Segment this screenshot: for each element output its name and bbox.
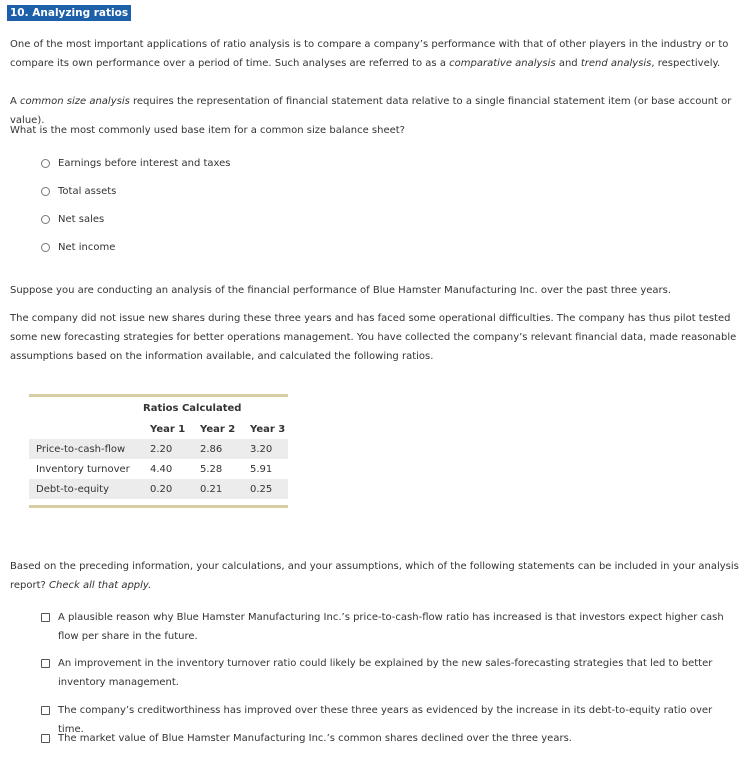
option-ebit[interactable] xyxy=(41,156,231,170)
table-caption: Ratios Calculated xyxy=(143,402,242,414)
cell-value: 0.25 xyxy=(250,479,288,499)
header-year-3: Year 3 xyxy=(250,423,286,435)
check-label-3: The company’s creditworthiness has improved over these three years as evidenced by the increase in its debt-to-equity ratio over time. xyxy=(58,705,713,735)
cell-value: 0.21 xyxy=(200,479,250,499)
row-label: Price-to-cash-flow xyxy=(29,439,150,459)
header-blank xyxy=(29,419,150,439)
question-2 xyxy=(10,557,745,595)
cell-value: 2.86 xyxy=(200,439,250,459)
radio-button[interactable] xyxy=(41,187,50,196)
intro-paragraph xyxy=(10,35,745,73)
term-comparative-analysis: comparative analysis xyxy=(449,58,556,69)
table-row xyxy=(29,439,288,459)
option-label: Total assets xyxy=(58,185,117,197)
table-row xyxy=(29,479,288,499)
checkbox-creditworthiness[interactable] xyxy=(41,706,50,715)
radio-button[interactable] xyxy=(41,243,50,252)
common-size-text-1: A xyxy=(10,96,21,107)
option-net-income[interactable] xyxy=(41,240,115,254)
cell-value: 5.28 xyxy=(200,463,223,475)
header-year-1: Year 1 xyxy=(150,423,186,435)
check-label-1: A plausible reason why Blue Hamster Manufacturing Inc.’s price-to-cash-flow ratio has increased is that investors expect higher cash flow per share in the future. xyxy=(58,612,724,642)
scenario-paragraph-2: The company did not issue new shares during these three years and has faced some operational difficulties. The company has thus pilot tested some new forecasting strategies for better operations management. You have collected the company’s relevant financial data, made reasonable assumptions based on the information available, and calculated the following ratios. xyxy=(10,313,737,362)
question-2-text: Based on the preceding information, your calculations, and your assumptions, which of the following statements can be included in your analysis report? xyxy=(10,561,739,591)
checkbox-inventory-turnover[interactable] xyxy=(41,659,50,668)
radio-button[interactable] xyxy=(41,215,50,224)
cell-value: 2.20 xyxy=(150,439,200,459)
option-label: Earnings before interest and taxes xyxy=(58,157,231,169)
table-row xyxy=(29,459,288,479)
option-label: Net sales xyxy=(58,213,105,225)
checkbox-market-value[interactable] xyxy=(41,734,50,743)
option-label: Net income xyxy=(58,241,116,253)
table-bottom-rule xyxy=(29,505,288,508)
term-common-size-analysis: common size analysis xyxy=(20,96,130,107)
header-year-2: Year 2 xyxy=(200,423,236,435)
option-net-sales[interactable] xyxy=(41,212,104,226)
cell-value: 5.91 xyxy=(250,463,273,475)
intro-text-3: , respectively. xyxy=(651,58,721,69)
question-2-hint: Check all that apply. xyxy=(49,580,152,591)
radio-button[interactable] xyxy=(41,159,50,168)
section-title: 10. Analyzing ratios xyxy=(7,5,131,21)
check-label-2: An improvement in the inventory turnover ratio could likely be explained by the new sales-forecasting strategies that led to better inventory management. xyxy=(58,658,713,688)
check-label-4: The market value of Blue Hamster Manufacturing Inc.’s common shares declined over the three years. xyxy=(58,733,572,744)
intro-text-1: One of the most important applications of ratio analysis is to compare a company’s performance with that of other players in the industry or to compare its own performance over a period of time. Such analyses are referred to as a xyxy=(10,39,729,69)
common-size-text-2: requires the representation of financial statement data relative to a single financial statement item (or base account or value). xyxy=(10,96,732,126)
row-label: Inventory turnover xyxy=(36,463,130,475)
question-1: What is the most commonly used base item for a common size balance sheet? xyxy=(10,125,405,136)
row-label: Debt-to-equity xyxy=(29,479,150,499)
scenario-paragraph-1: Suppose you are conducting an analysis of the financial performance of Blue Hamster Manufacturing Inc. over the past three years. xyxy=(10,285,672,296)
option-total-assets[interactable] xyxy=(41,184,116,198)
table-header-row xyxy=(29,419,288,439)
cell-value: 0.20 xyxy=(150,479,200,499)
intro-text-2: and xyxy=(555,58,581,69)
checkbox-price-to-cash-flow[interactable] xyxy=(41,613,50,622)
cell-value: 4.40 xyxy=(150,463,173,475)
term-trend-analysis: trend analysis xyxy=(580,58,652,69)
cell-value: 3.20 xyxy=(250,439,288,459)
ratios-table xyxy=(29,394,288,508)
